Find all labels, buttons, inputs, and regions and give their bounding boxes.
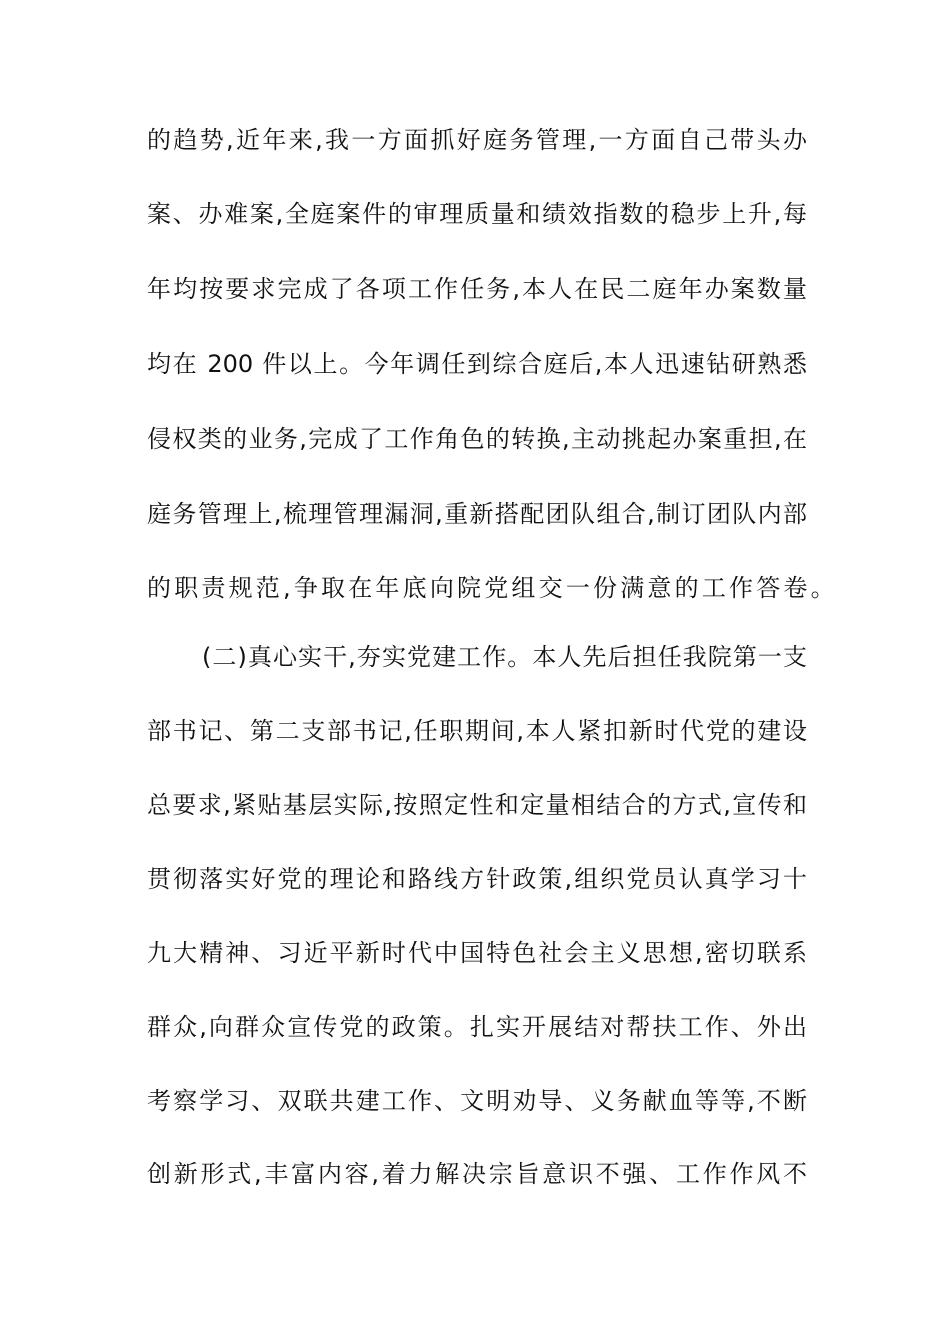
text-line: 均在 200 件以上。今年调任到综合庭后,本人迅速钻研熟悉 <box>147 350 807 378</box>
text-line: 的职责规范,争取在年底向院党组交一份满意的工作答卷。 <box>147 574 838 602</box>
text-line: 总要求,紧贴基层实际,按照定性和定量相结合的方式,宣传和 <box>147 791 807 819</box>
text-line: 创新形式,丰富内容,着力解决宗旨意识不强、工作作风不 <box>147 1160 807 1188</box>
text-line: 部书记、第二支部书记,任职期间,本人紧扣新时代党的建设 <box>147 717 807 745</box>
text-line: 考察学习、双联共建工作、文明劝导、义务献血等等,不断 <box>147 1087 807 1115</box>
text-line: 的趋势,近年来,我一方面抓好庭务管理,一方面自己带头办 <box>147 126 807 154</box>
text-line: 年均按要求完成了各项工作任务,本人在民二庭年办案数量 <box>147 275 807 303</box>
text-line: 九大精神、习近平新时代中国特色社会主义思想,密切联系 <box>147 939 807 967</box>
text-line: 贯彻落实好党的理论和路线方针政策,组织党员认真学习十 <box>147 865 807 893</box>
text-line: 群众,向群众宣传党的政策。扎实开展结对帮扶工作、外出 <box>147 1013 807 1041</box>
text-line: (二)真心实干,夯实党建工作。本人先后担任我院第一支 <box>202 643 807 671</box>
text-line: 案、办难案,全庭案件的审理质量和绩效指数的稳步上升,每 <box>147 200 807 228</box>
text-line: 侵权类的业务,完成了工作角色的转换,主动挑起办案重担,在 <box>147 425 807 453</box>
text-line: 庭务管理上,梳理管理漏洞,重新搭配团队组合,制订团队内部 <box>147 500 807 528</box>
